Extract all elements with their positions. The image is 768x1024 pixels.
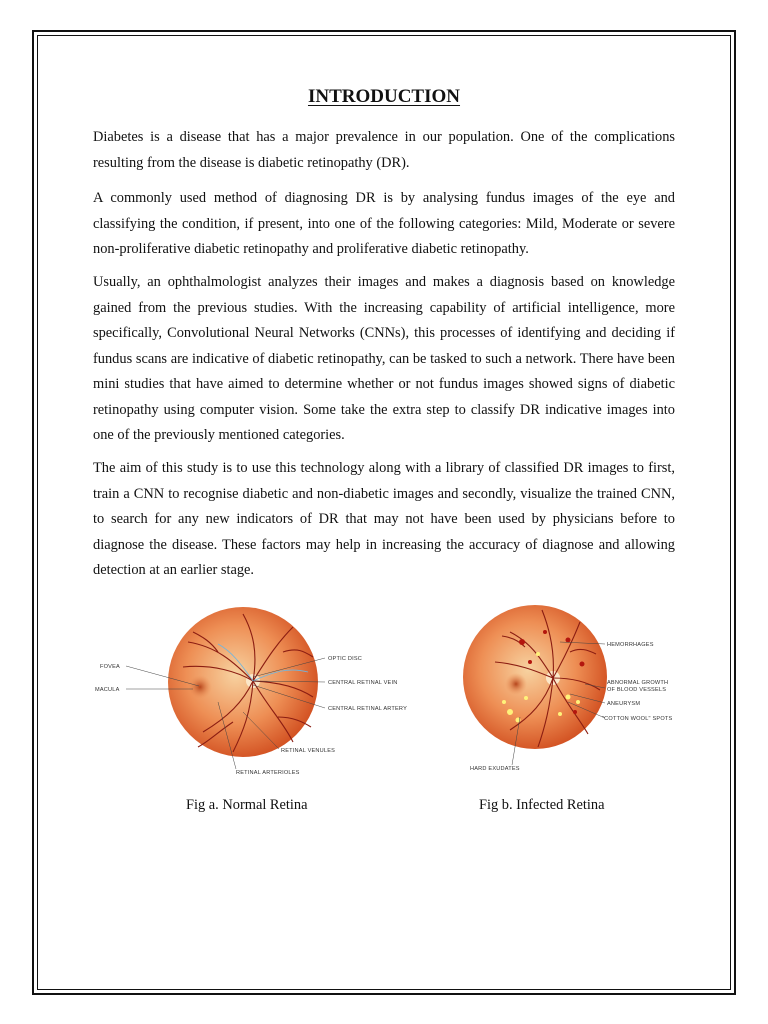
label-cotton-wool-spots: "COTTON WOOL" SPOTS [602, 716, 673, 722]
caption-figure-a: Fig a. Normal Retina [186, 797, 308, 813]
label-retinal-venules: RETINAL VENULES [281, 748, 336, 754]
label-abnormal-growth: ABNORMAL GROWTH [607, 680, 669, 686]
label-fovea: FOVEA [100, 664, 120, 670]
label-optic-disc: OPTIC DISC [328, 656, 363, 662]
paragraph-3: Usually, an ophthalmologist analyzes their images and makes a diagnosis based on knowledge gained from the previous studies. With the increasing capability of artificial intelligence, more specifically, Convolutional Neural Networks (CNNs), this processes of identifying and deciding if fundus scans are indicative of diabetic retinopathy, can be tasked to such a network. There have been mini studies that have aimed to determine whether or not fundus images showed signs of diabetic retinopathy using computer vision. Some take the extra step to classify DR indicative images into one of the previously mentioned categories. [93, 274, 675, 443]
label-central-retinal-artery: CENTRAL RETINAL ARTERY [328, 706, 408, 712]
section-title: INTRODUCTION [307, 86, 461, 107]
label-central-retinal-vein: CENTRAL RETINAL VEIN [328, 680, 398, 686]
caption-figure-b: Fig b. Infected Retina [479, 797, 605, 813]
label-retinal-arterioles: RETINAL ARTERIOLES [236, 770, 300, 776]
figure-infected-retina [450, 602, 682, 782]
macula-spot [188, 675, 212, 699]
figure-normal-retina [93, 602, 425, 782]
paragraph-2: A commonly used method of diagnosing DR is by analysing fundus images of the eye and classifying the condition, if present, into one of the following categories: Mild, Moderate or severe non-proliferative diabetic retinopathy and proliferative diabetic retinopathy. [93, 190, 675, 257]
normal-retina-diagram [93, 602, 425, 782]
label-hard-exudates: HARD EXUDATES [470, 766, 520, 772]
macula-spot [505, 673, 527, 695]
label-aneurysm: ANEURYSM [607, 701, 641, 707]
label-blood-vessels: OF BLOOD VESSELS [607, 687, 667, 693]
label-hemorrhages: HEMORRHAGES [607, 642, 654, 648]
infected-retina-diagram [450, 602, 682, 782]
paragraph-1: Diabetes is a disease that has a major prevalence in our population. One of the complications resulting from the disease is diabetic retinopathy (DR). [93, 129, 675, 171]
retina-fundus [463, 605, 607, 749]
paragraph-4: The aim of this study is to use this technology along with a library of classified DR images to first, train a CNN to recognise diabetic and non-diabetic images and secondly, visualize the trained CNN, to search for any new indicators of DR that may not have been used by physicians before to diagnose the disease. These factors may help in increasing the accuracy of diagnose and allowing detection at an earlier stage. [93, 460, 675, 578]
label-macula: MACULA [95, 687, 120, 693]
